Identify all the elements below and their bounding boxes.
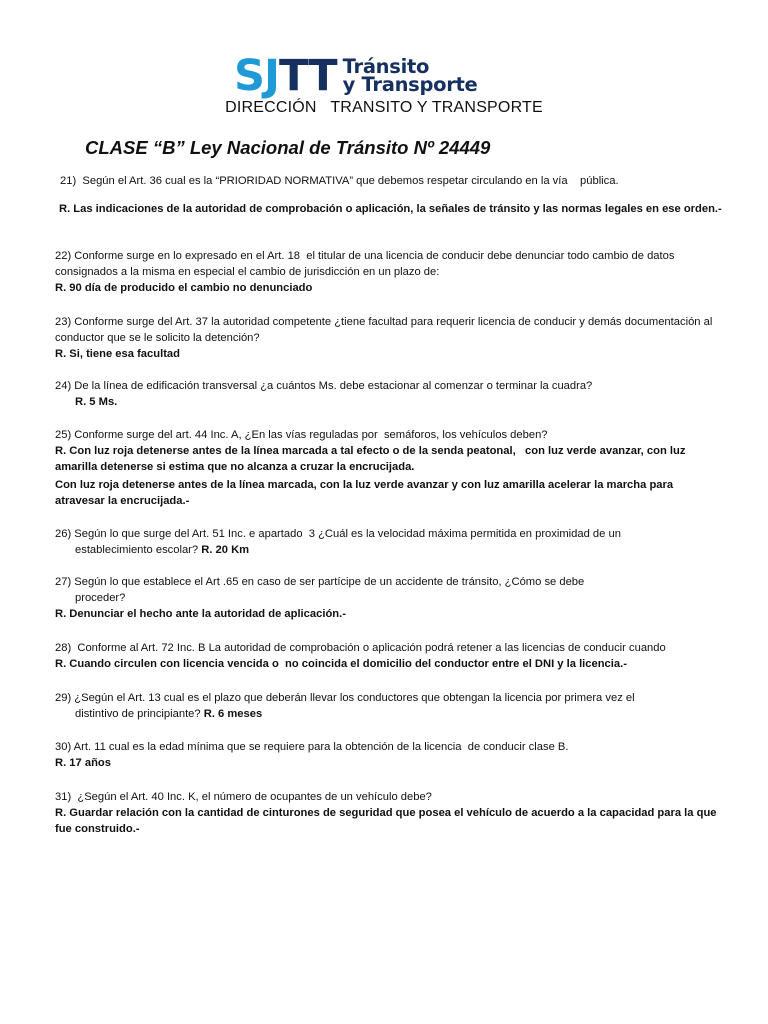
answer-alt: Con luz roja detenerse antes de la línea marcada, con la luz verde avanzar y con luz amarilla acelerar la marcha para atravesar la encrucijada.- (55, 479, 674, 507)
qa-item-29 (55, 690, 723, 722)
qa-item-27 (55, 574, 723, 622)
logo-line-1: Tránsito (342, 55, 430, 78)
qa-item-31 (55, 789, 723, 837)
qa-item-28 (55, 640, 723, 672)
qa-item-22 (55, 248, 723, 296)
question-continuation: distintivo de principiante? (75, 708, 201, 720)
department-subtitle: DIRECCIÓN TRANSITO Y TRANSPORTE (225, 99, 543, 116)
answer: R. 6 meses (203, 708, 263, 720)
question: 31) ¿Según el Art. 40 Inc. K, el número de ocupantes de un vehículo debe? (55, 791, 432, 803)
question: 26) Según lo que surge del Art. 51 Inc. e apartado 3 ¿Cuál es la velocidad máxima permitida en proximidad de un (55, 528, 621, 540)
answer: R. Si, tiene esa facultad (55, 348, 180, 360)
answer: R. 20 Km (201, 544, 250, 556)
answer: R. Las indicaciones de la autoridad de comprobación o aplicación, la señales de tránsito y las normas legales en ese orden.- (59, 203, 722, 215)
question: 27) Según lo que establece el Art .65 en caso de ser partícipe de un accidente de tránsito, ¿Cómo se debe (55, 576, 585, 588)
answer: R. Guardar relación con la cantidad de cinturones de seguridad que posea el vehículo de acuerdo a la capacidad para la que fue construido.- (55, 807, 717, 835)
answer: R. Denunciar el hecho ante la autoridad de aplicación.- (55, 608, 346, 620)
question: 24) De la línea de edificación transversal ¿a cuántos Ms. debe estacionar al comenzar o terminar la cuadra? (55, 380, 593, 392)
answer: R. 5 Ms. (75, 396, 118, 408)
question: 29) ¿Según el Art. 13 cual es el plazo que deberán llevar los conductores que obtengan la licencia por primera vez el (55, 692, 635, 704)
answer: R. Con luz roja detenerse antes de la línea marcada a tal efecto o de la senda peatonal, con luz verde avanzar, con luz amarilla detenerse si estima que no alcanza a cruzar la encrucijada. (55, 445, 689, 473)
answer: R. 90 día de producido el cambio no denunciado (55, 282, 313, 294)
sjtt-logo (234, 51, 478, 101)
question: 23) Conforme surge del Art. 37 la autoridad competente ¿tiene facultad para requerir licencia de conducir y demás documentación al conductor que se le solicito la detención? (55, 316, 713, 344)
answer: R. 17 años (55, 757, 111, 769)
question-continuation: establecimiento escolar? (75, 544, 199, 556)
answer: R. Cuando circulen con licencia vencida o no coincida el domicilio del conductor entre el DNI y la licencia.- (55, 658, 627, 670)
question: 30) Art. 11 cual es la edad mínima que se requiere para la obtención de la licencia de conducir clase B. (55, 741, 569, 753)
sjtt-logo-mark: SJTT (234, 51, 337, 101)
question-continuation: proceder? (75, 592, 126, 604)
question: 22) Conforme surge en lo expresado en el Art. 18 el titular de una licencia de conducir debe denunciar todo cambio de datos consignados a la misma en especial el cambio de jurisdicción en un plazo de: (55, 250, 678, 278)
question: 21) Según el Art. 36 cual es la “PRIORIDAD NORMATIVA” que debemos respetar circulando en la vía pública. (60, 175, 619, 187)
qa-item-25 (55, 427, 723, 509)
qa-item-24 (55, 378, 723, 410)
logo-wordmark (342, 55, 478, 96)
qa-item-21 (55, 173, 723, 217)
qa-item-26 (55, 526, 723, 558)
qa-item-30 (55, 739, 723, 771)
question: 28) Conforme al Art. 72 Inc. B La autoridad de comprobación o aplicación podrá retener a las licencias de conducir cuando (55, 642, 666, 654)
document-title: CLASE “B” Ley Nacional de Tránsito Nº 24449 (85, 137, 491, 158)
question: 25) Conforme surge del art. 44 Inc. A, ¿En las vías reguladas por semáforos, los vehículos deben? (55, 429, 548, 441)
logo-line-2: y Transporte (342, 73, 478, 96)
qa-item-23 (55, 314, 723, 362)
